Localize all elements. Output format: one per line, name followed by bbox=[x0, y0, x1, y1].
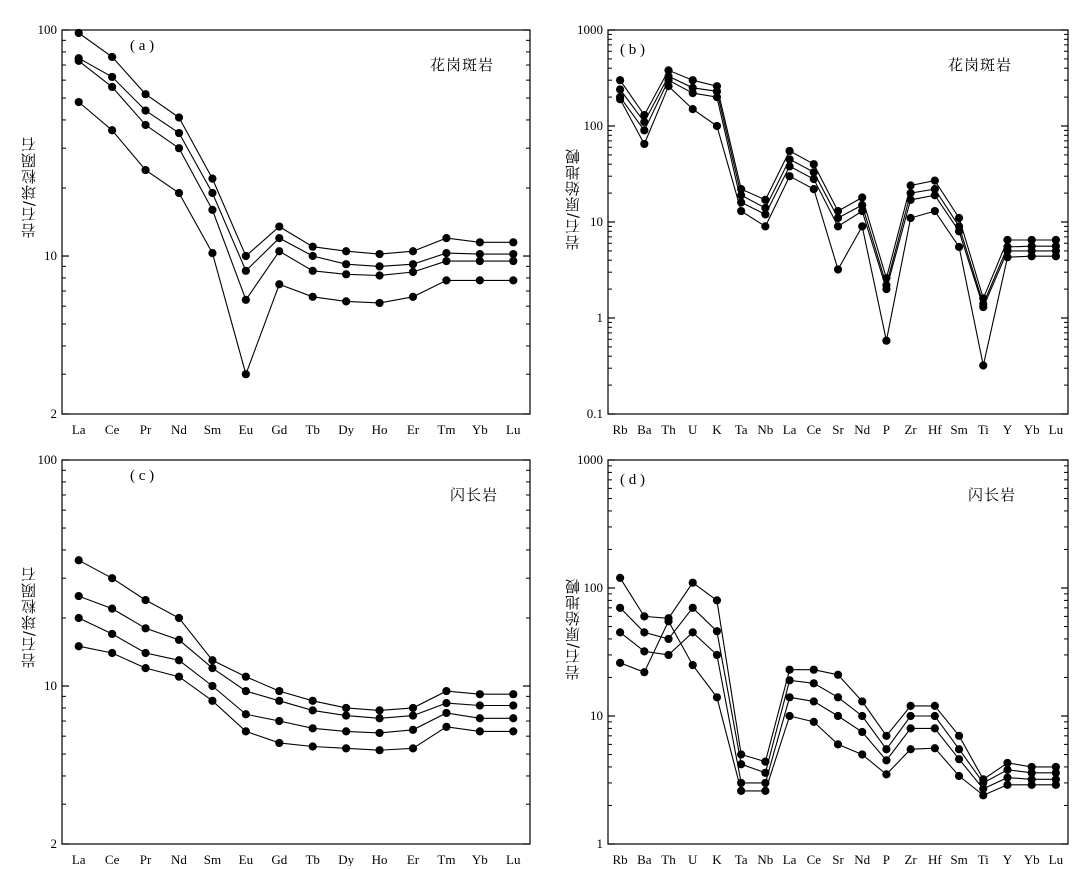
panel-c-rock-name: 闪长岩 bbox=[450, 486, 499, 504]
svg-text:Gd: Gd bbox=[271, 852, 288, 866]
svg-text:U: U bbox=[688, 852, 698, 866]
svg-text:Tm: Tm bbox=[437, 422, 456, 436]
svg-text:Ba: Ba bbox=[637, 422, 652, 436]
svg-text:Rb: Rb bbox=[612, 422, 628, 436]
svg-text:Ta: Ta bbox=[734, 422, 748, 436]
panel-b-tag: ( b ) bbox=[620, 42, 645, 58]
svg-text:10: 10 bbox=[590, 708, 603, 723]
panel-c bbox=[10, 438, 545, 866]
svg-text:P: P bbox=[882, 422, 891, 436]
svg-text:Sm: Sm bbox=[950, 422, 968, 436]
svg-text:Lu: Lu bbox=[1048, 852, 1064, 866]
panel-a-tag: ( a ) bbox=[130, 38, 155, 54]
svg-text:Y: Y bbox=[1002, 852, 1013, 866]
svg-text:Ho: Ho bbox=[371, 852, 388, 866]
svg-text:Zr: Zr bbox=[904, 852, 917, 866]
svg-text:Eu: Eu bbox=[238, 852, 254, 866]
svg-text:Ti: Ti bbox=[977, 852, 989, 866]
svg-text:10: 10 bbox=[44, 678, 57, 694]
svg-text:Ta: Ta bbox=[734, 852, 748, 866]
svg-text:Dy: Dy bbox=[338, 852, 355, 866]
svg-text:Er: Er bbox=[406, 422, 420, 436]
svg-text:Ti: Ti bbox=[977, 422, 989, 436]
svg-text:0.1: 0.1 bbox=[586, 406, 603, 421]
svg-text:Lu: Lu bbox=[506, 422, 521, 436]
panel-b-ylabel: 岩石/原始地幔 bbox=[564, 148, 582, 251]
svg-text:K: K bbox=[712, 422, 722, 436]
panel-b bbox=[548, 8, 1083, 436]
svg-text:Sm: Sm bbox=[203, 422, 222, 436]
svg-text:La: La bbox=[71, 422, 86, 436]
svg-text:Nb: Nb bbox=[757, 422, 774, 436]
svg-text:Hf: Hf bbox=[927, 422, 942, 436]
panel-d-rock-name: 闪长岩 bbox=[968, 486, 1017, 504]
svg-text:Nd: Nd bbox=[171, 422, 187, 436]
svg-text:Ce: Ce bbox=[806, 422, 822, 436]
panel-c-ylabel: 岩石/球粒陨石 bbox=[20, 566, 38, 669]
panel-a bbox=[10, 8, 545, 436]
svg-text:100: 100 bbox=[37, 452, 57, 467]
svg-text:2: 2 bbox=[50, 836, 57, 851]
svg-text:P: P bbox=[882, 852, 891, 866]
svg-text:Dy: Dy bbox=[338, 422, 355, 436]
svg-text:Gd: Gd bbox=[271, 422, 288, 436]
svg-text:Ce: Ce bbox=[104, 422, 120, 436]
svg-text:La: La bbox=[782, 852, 797, 866]
svg-text:Tb: Tb bbox=[305, 852, 320, 866]
svg-text:2: 2 bbox=[50, 406, 57, 421]
svg-text:Er: Er bbox=[406, 852, 420, 866]
svg-text:Sm: Sm bbox=[950, 852, 968, 866]
svg-text:Tb: Tb bbox=[305, 422, 320, 436]
svg-text:Y: Y bbox=[1002, 422, 1013, 436]
svg-text:Tm: Tm bbox=[437, 852, 456, 866]
svg-text:Hf: Hf bbox=[927, 852, 942, 866]
svg-text:Zr: Zr bbox=[904, 422, 917, 436]
svg-text:Pr: Pr bbox=[139, 852, 152, 866]
svg-text:10: 10 bbox=[44, 248, 57, 264]
svg-text:Ba: Ba bbox=[637, 852, 652, 866]
svg-text:Sr: Sr bbox=[832, 422, 844, 436]
svg-text:Nd: Nd bbox=[854, 422, 871, 436]
svg-text:100: 100 bbox=[37, 22, 57, 37]
svg-text:Yb: Yb bbox=[471, 852, 488, 866]
panel-d bbox=[548, 438, 1083, 866]
svg-text:Yb: Yb bbox=[1023, 852, 1040, 866]
svg-text:Sr: Sr bbox=[832, 852, 844, 866]
svg-text:Lu: Lu bbox=[506, 852, 521, 866]
svg-text:Ce: Ce bbox=[806, 852, 822, 866]
svg-text:U: U bbox=[688, 422, 698, 436]
svg-text:1000: 1000 bbox=[577, 452, 603, 467]
svg-text:Lu: Lu bbox=[1048, 422, 1064, 436]
svg-text:Nb: Nb bbox=[757, 852, 774, 866]
panel-a-rock-name: 花岗斑岩 bbox=[430, 56, 495, 74]
panel-c-tag: ( c ) bbox=[130, 468, 155, 484]
svg-text:100: 100 bbox=[583, 118, 603, 133]
svg-text:Pr: Pr bbox=[139, 422, 152, 436]
svg-text:La: La bbox=[71, 852, 86, 866]
svg-text:Yb: Yb bbox=[471, 422, 488, 436]
panel-b-rock-name: 花岗斑岩 bbox=[948, 56, 1013, 74]
svg-text:Ce: Ce bbox=[104, 852, 120, 866]
svg-text:Nd: Nd bbox=[854, 852, 871, 866]
svg-text:Eu: Eu bbox=[238, 422, 254, 436]
svg-text:10: 10 bbox=[590, 214, 603, 229]
svg-text:1000: 1000 bbox=[577, 22, 603, 37]
svg-text:1: 1 bbox=[596, 310, 603, 325]
svg-text:100: 100 bbox=[583, 580, 603, 595]
svg-text:Rb: Rb bbox=[612, 852, 628, 866]
svg-text:Yb: Yb bbox=[1023, 422, 1040, 436]
panel-d-tag: ( d ) bbox=[620, 472, 645, 488]
svg-text:Th: Th bbox=[661, 422, 676, 436]
svg-text:La: La bbox=[782, 422, 797, 436]
svg-text:Nd: Nd bbox=[171, 852, 187, 866]
panel-d-ylabel: 岩石/原始地幔 bbox=[564, 578, 582, 681]
svg-text:1: 1 bbox=[596, 836, 603, 851]
svg-text:K: K bbox=[712, 852, 722, 866]
svg-text:Sm: Sm bbox=[203, 852, 222, 866]
panel-a-ylabel: 岩石/球粒陨石 bbox=[20, 136, 38, 239]
svg-text:Th: Th bbox=[661, 852, 676, 866]
svg-text:Ho: Ho bbox=[371, 422, 388, 436]
